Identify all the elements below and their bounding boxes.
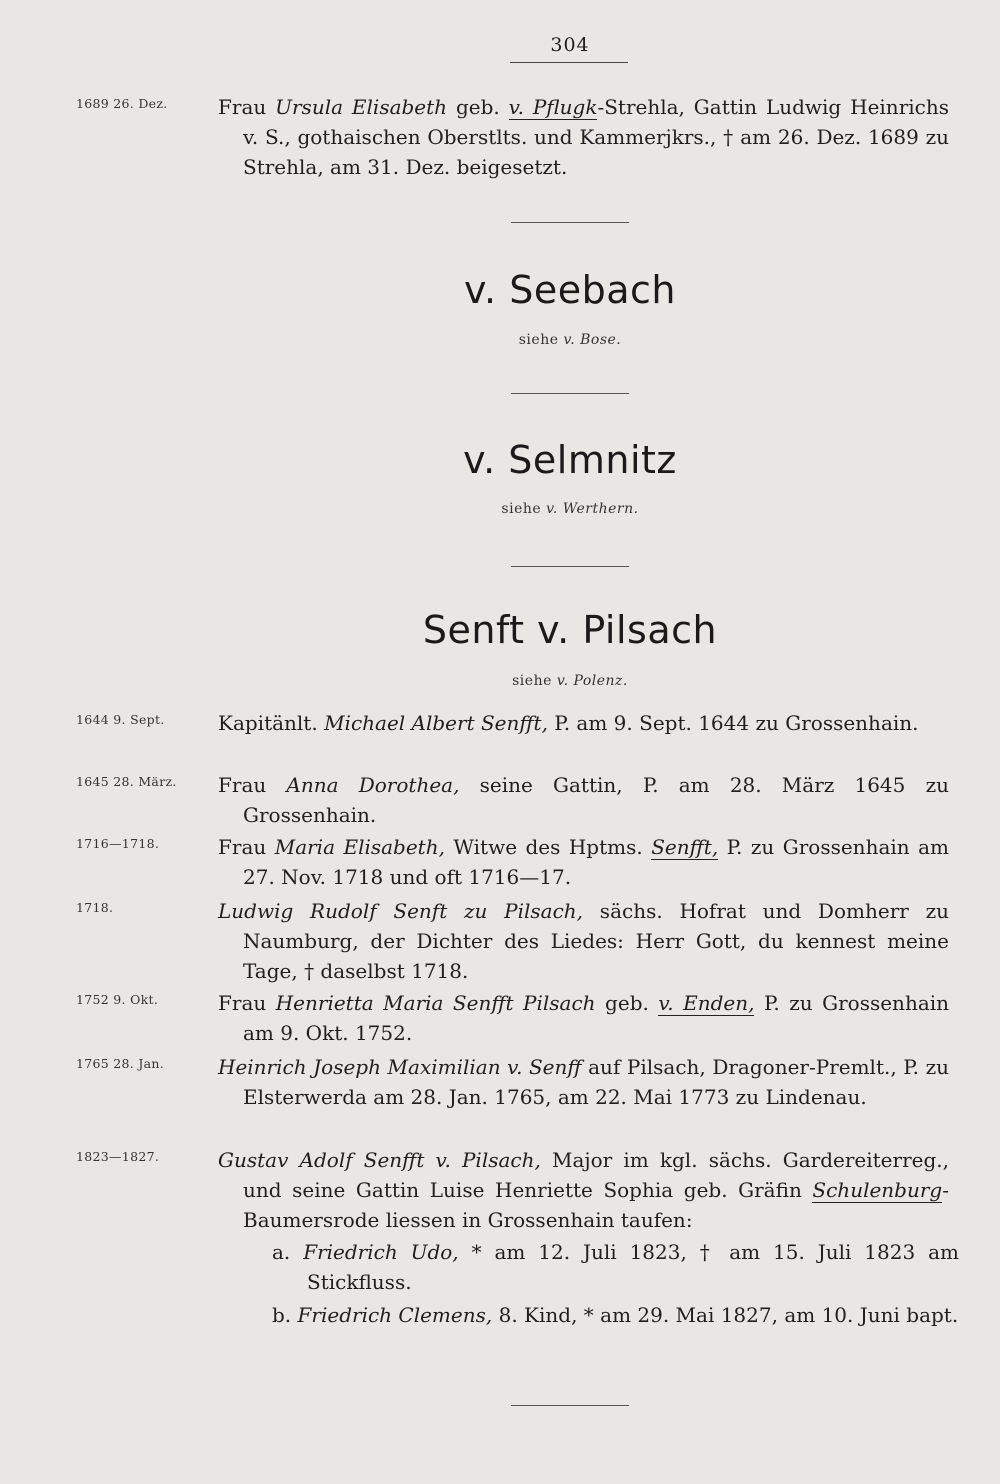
section-divider: [511, 222, 629, 223]
entry-date: 1765 28. Jan.: [76, 1056, 165, 1071]
cross-reference-seebach: siehe v. Bose.: [518, 332, 622, 348]
entry-date: 1716—1718.: [76, 836, 160, 851]
entry-date: 1689 26. Dez.: [76, 96, 168, 111]
section-title-senft: Senft v. Pilsach: [422, 608, 718, 652]
section-divider: [511, 1405, 629, 1406]
section-title-selmnitz: v. Selmnitz: [463, 438, 677, 482]
entry-text: Frau Anna Dorothea, seine Gattin, P. am 28. März 1645 zu Grossenhain.: [218, 773, 949, 827]
entry-date: 1644 9. Sept.: [76, 712, 165, 727]
list-item-a: a. Friedrich Udo, * am 12. Juli 1823, † am 15. Juli 1823 am Stickfluss.: [272, 1240, 959, 1294]
entry-text: Kapitänlt. Michael Albert Senfft, P. am 9. Sept. 1644 zu Grossenhain.: [218, 711, 919, 735]
entry-date: 1645 28. März.: [76, 774, 177, 789]
section-title-seebach: v. Seebach: [464, 268, 676, 312]
entry-text: Frau Henrietta Maria Senfft Pilsach geb. v. Enden, P. zu Grossenhain am 9. Okt. 1752.: [218, 991, 950, 1045]
section-divider: [511, 566, 629, 567]
cross-reference-selmnitz: siehe v. Werthern.: [501, 501, 639, 517]
entry-text: Gustav Adolf Senfft v. Pilsach, Major im kgl. sächs. Gardereiterreg., und seine Gattin Luise Henriette Sophia geb. Gräfin Schulenburg-Baumersrode liessen in Grossenhain taufen:: [218, 1148, 949, 1232]
entry-text: Frau Ursula Elisabeth geb. v. Pflugk-Strehla, Gattin Ludwig Heinrichs v. S., gothaischen Oberstlts. und Kammerjkrs., † am 26. Dez. 1689 zu Strehla, am 31. Dez. beigesetzt.: [218, 95, 949, 179]
page-number: 304: [550, 34, 590, 56]
cross-reference-senft: siehe v. Polenz.: [512, 673, 628, 689]
list-item-b: b. Friedrich Clemens, 8. Kind, * am 29. Mai 1827, am 10. Juni bapt.: [272, 1303, 959, 1327]
section-divider: [511, 393, 629, 394]
entry-date: 1752 9. Okt.: [76, 992, 159, 1007]
entry-text: Frau Maria Elisabeth, Witwe des Hptms. Senfft, P. zu Grossenhain am 27. Nov. 1718 und oft 1716—17.: [218, 835, 949, 889]
entry-date: 1718.: [76, 900, 114, 915]
entry-text: Heinrich Joseph Maximilian v. Senff auf Pilsach, Dragoner-Premlt., P. zu Elsterwerda am 28. Jan. 1765, am 22. Mai 1773 zu Lindenau.: [218, 1055, 949, 1109]
entry-text: Ludwig Rudolf Senft zu Pilsach, sächs. Hofrat und Domherr zu Naumburg, der Dichter des Liedes: Herr Gott, du kennest meine Tage, † daselbst 1718.: [218, 899, 949, 983]
entry-date: 1823—1827.: [76, 1149, 160, 1164]
page-number-rule: [510, 62, 628, 63]
